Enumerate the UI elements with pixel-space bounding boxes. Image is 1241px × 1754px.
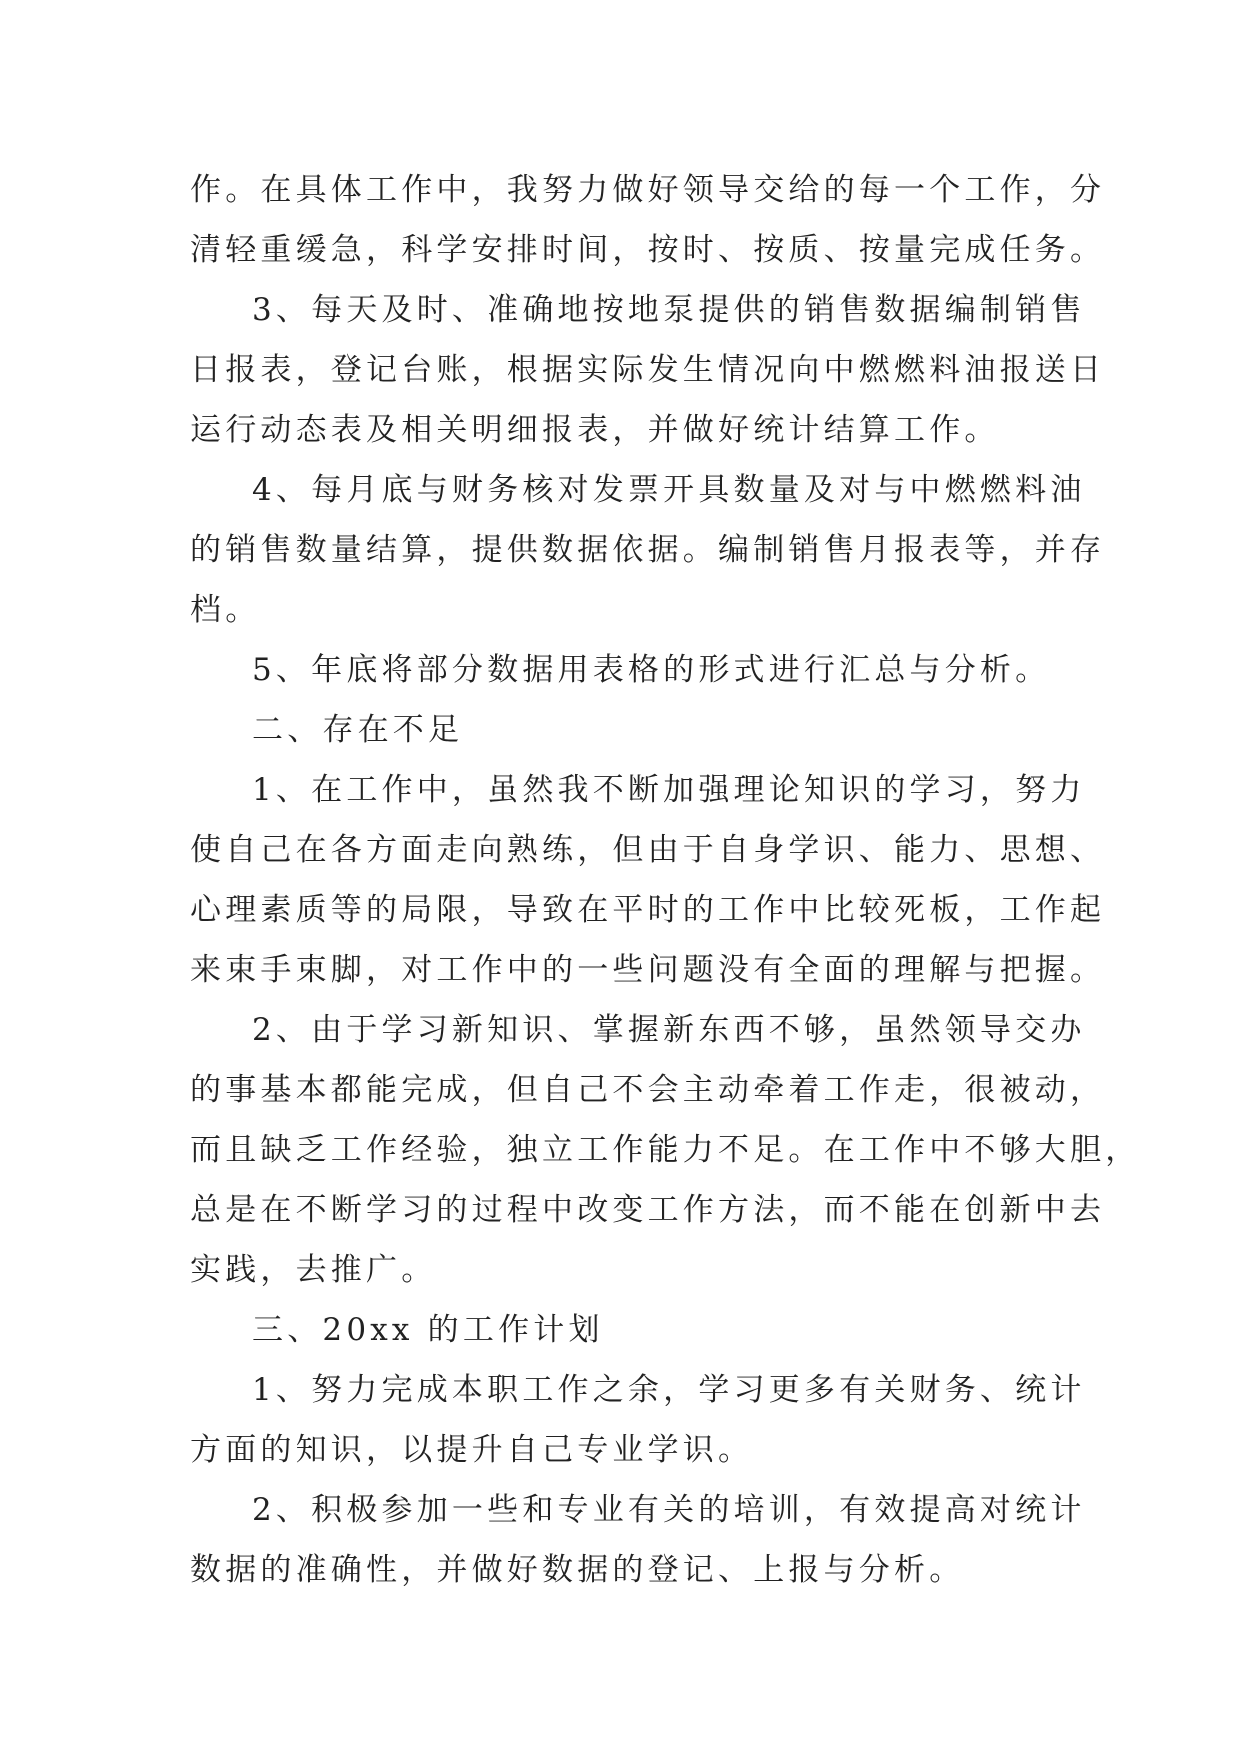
text-line: 数据的准确性，并做好数据的登记、上报与分析。: [190, 1552, 965, 1588]
list-item-start: 3、每天及时、准确地按地泵提供的销售数据编制销售: [252, 292, 1086, 328]
text-line: 档。: [190, 592, 261, 628]
document-body: [190, 160, 1141, 1600]
text-line: 运行动态表及相关明细报表，并做好统计结算工作。: [190, 412, 1000, 448]
list-item-start: 2、积极参加一些和专业有关的培训，有效提高对统计: [252, 1492, 1086, 1528]
text-line: 实践，去推广。: [190, 1252, 437, 1288]
list-item-start: 4、每月底与财务核对发票开具数量及对与中燃燃料油: [252, 472, 1086, 508]
list-item-start: 5、年底将部分数据用表格的形式进行汇总与分析。: [252, 652, 1051, 688]
section-heading: 二、存在不足: [252, 712, 464, 748]
text-line: 日报表，登记台账，根据实际发生情况向中燃燃料油报送日: [190, 352, 1106, 388]
text-line: 作。在具体工作中，我努力做好领导交给的每一个工作，分: [190, 172, 1106, 208]
list-item-start: 1、努力完成本职工作之余，学习更多有关财务、统计: [252, 1372, 1086, 1408]
text-line: 而且缺乏工作经验，独立工作能力不足。在工作中不够大胆，: [190, 1132, 1141, 1168]
text-line: 清轻重缓急，科学安排时间，按时、按质、按量完成任务。: [190, 232, 1106, 268]
section-heading: 三、20xx 的工作计划: [252, 1312, 604, 1348]
text-line: 使自己在各方面走向熟练，但由于自身学识、能力、思想、: [190, 832, 1106, 868]
text-line: 的事基本都能完成，但自己不会主动牵着工作走，很被动，: [190, 1072, 1106, 1108]
text-line: 方面的知识，以提升自己专业学识。: [190, 1432, 754, 1468]
list-item-start: 1、在工作中，虽然我不断加强理论知识的学习，努力: [252, 772, 1086, 808]
text-line: 总是在不断学习的过程中改变工作方法，而不能在创新中去: [190, 1192, 1106, 1228]
text-line: 来束手束脚，对工作中的一些问题没有全面的理解与把握。: [190, 952, 1106, 988]
text-line: 心理素质等的局限，导致在平时的工作中比较死板，工作起: [190, 892, 1106, 928]
text-line: 的销售数量结算，提供数据依据。编制销售月报表等，并存: [190, 532, 1106, 568]
list-item-start: 2、由于学习新知识、掌握新东西不够，虽然领导交办: [252, 1012, 1086, 1048]
